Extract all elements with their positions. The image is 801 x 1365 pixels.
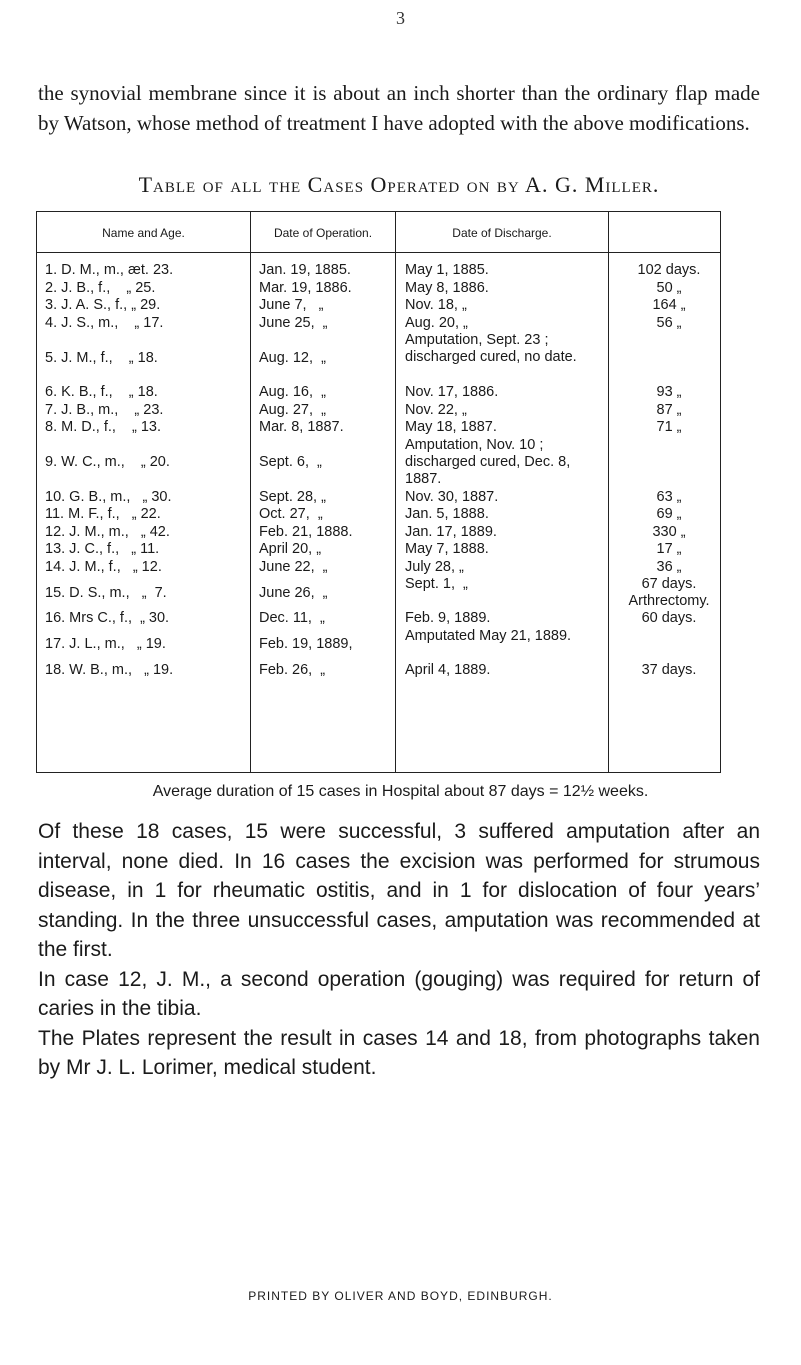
cell-date-discharge: Nov. 30, 1887. — [405, 488, 499, 505]
printer-imprint: PRINTED BY OLIVER AND BOYD, EDINBURGH. — [248, 1289, 553, 1303]
cell-name-age: 17. J. L., m., „ 19. — [45, 636, 166, 652]
cell-date-operation: Aug. 16, „ — [259, 384, 326, 400]
table-row — [37, 332, 720, 384]
average-duration: Average duration of 15 cases in Hospital about 87 days = 12½ weeks. — [152, 783, 649, 800]
cell-name-age: 16. Mrs C., f., „ 30. — [45, 610, 170, 626]
cell-date-discharge: Aug. 20, „ — [405, 314, 468, 331]
cell-name-age: 13. J. C., f., „ 11. — [45, 541, 160, 557]
cell-duration: 164 „ — [652, 297, 686, 313]
cell-date-operation: Feb. 26, „ — [259, 661, 326, 678]
cell-name-age: 9. W. C., m., „ 20. — [45, 454, 170, 470]
cell-date-operation: Mar. 8, 1887. — [259, 419, 344, 435]
table-row — [37, 559, 720, 577]
page-number: 3 — [396, 8, 405, 28]
cell-duration: 56 „ — [656, 314, 682, 331]
cell-date-operation: Feb. 19, 1889, — [259, 636, 353, 652]
cell-date-discharge: Amputation, Sept. 23 ; discharged cured, no date. — [405, 332, 577, 365]
cell-date-operation: Mar. 19, 1886. — [259, 279, 352, 296]
header-date-operation: Date of Operation. — [273, 226, 373, 240]
cell-duration: 93 „ — [656, 384, 682, 400]
cell-date-operation: April 20, „ — [259, 541, 322, 557]
paragraph-case-12: In case 12, J. M., a second operation (gouging) was required for return of caries in the tibia. — [38, 967, 760, 1020]
cell-date-discharge: April 4, 1889. — [405, 661, 491, 678]
body-text — [38, 817, 760, 1083]
cell-duration: 60 days. — [641, 610, 697, 626]
cell-date-operation: Sept. 28, „ — [259, 488, 326, 505]
cell-name-age: 15. D. S., m., „ 7. — [45, 584, 167, 601]
cell-name-age: 8. M. D., f., „ 13. — [45, 419, 162, 435]
table-row — [37, 576, 720, 610]
table-row — [37, 384, 720, 402]
cell-name-age: 2. J. B., f., „ 25. — [45, 279, 156, 296]
cell-date-operation: Feb. 21, 1888. — [259, 523, 353, 540]
cell-date-operation: June 7, „ — [259, 297, 324, 313]
table-row — [37, 297, 720, 315]
cell-date-operation: Dec. 11, „ — [259, 610, 325, 626]
cell-date-operation: Sept. 6, „ — [259, 454, 322, 470]
table-row — [37, 489, 720, 507]
cell-duration: 17 „ — [656, 541, 682, 557]
cell-date-operation: Oct. 27, „ — [259, 506, 323, 522]
cell-date-discharge: Nov. 18, „ — [405, 297, 467, 313]
cell-date-discharge: May 18, 1887. — [405, 419, 497, 435]
cell-name-age: 7. J. B., m., „ 23. — [45, 401, 164, 418]
paragraph-summary: Of these 18 cases, 15 were successful, 3 suffered amputation after an interval, none died. In 16 cases the excision was performed for strumous disease, in 1 for rheumatic ostitis, and in 1 for dislocation of four years’ standing. In the three unsuccessful cases, amputation was recommended at the first. — [38, 820, 760, 961]
cell-date-operation: Aug. 12, „ — [259, 349, 326, 366]
table-title: Table of all the Cases Operated on by A. G. Miller. — [138, 172, 660, 197]
cell-duration: 50 „ — [656, 279, 682, 296]
cell-duration: 71 „ — [656, 419, 682, 435]
cell-name-age: 4. J. S., m., „ 17. — [45, 314, 164, 331]
cell-date-discharge: May 8, 1886. — [405, 279, 489, 296]
cell-date-discharge: Sept. 1, „ — [405, 576, 468, 592]
cell-date-discharge: Feb. 9, 1889. — [405, 610, 491, 626]
table-row — [37, 315, 720, 333]
table-row — [37, 262, 720, 280]
table-row — [37, 541, 720, 559]
table-row — [37, 280, 720, 298]
table-row — [37, 437, 720, 489]
cell-date-discharge: Nov. 17, 1886. — [405, 384, 499, 400]
table-row — [37, 402, 720, 420]
cell-date-discharge: Nov. 22, „ — [405, 401, 467, 418]
table-header-row — [37, 212, 720, 253]
cell-date-operation: Jan. 19, 1885. — [259, 262, 351, 278]
header-date-discharge: Date of Discharge. — [452, 226, 552, 240]
cell-date-operation: June 26, „ — [259, 584, 328, 601]
table-row — [37, 419, 720, 437]
intro-paragraph: the synovial membrane since it is about an inch shorter than the ordinary flap made by Watson, whose method of treatment I have adopted with the above modifications. — [38, 81, 760, 135]
header-name-age: Name and Age. — [102, 226, 185, 240]
cell-name-age: 18. W. B., m., „ 19. — [45, 661, 174, 678]
cell-name-age: 10. G. B., m., „ 30. — [45, 488, 172, 505]
cell-date-discharge: May 1, 1885. — [405, 262, 489, 278]
cell-name-age: 6. K. B., f., „ 18. — [45, 384, 158, 400]
table-row — [37, 628, 720, 662]
cell-duration: 36 „ — [656, 558, 682, 575]
table-row — [37, 610, 720, 628]
cell-name-age: 3. J. A. S., f., „ 29. — [45, 297, 161, 313]
table-row — [37, 524, 720, 542]
cell-duration: 67 days. Arthrectomy. — [628, 576, 710, 609]
cell-date-discharge: May 7, 1888. — [405, 541, 489, 557]
cell-date-operation: June 22, „ — [259, 558, 328, 575]
cell-date-discharge: July 28, „ — [405, 558, 464, 575]
cell-name-age: 5. J. M., f., „ 18. — [45, 349, 158, 366]
cell-duration: 102 days. — [637, 262, 701, 278]
cell-duration: 37 days. — [641, 661, 697, 678]
cell-name-age: 11. M. F., f., „ 22. — [45, 506, 161, 522]
cell-duration: 69 „ — [656, 506, 682, 522]
table-row — [37, 506, 720, 524]
table-row — [37, 662, 720, 680]
cell-date-operation: June 25, „ — [259, 314, 328, 331]
cell-date-discharge: Amputation, Nov. 10 ; discharged cured, Dec. 8, 1887. — [405, 436, 575, 487]
cell-duration: 63 „ — [656, 488, 682, 505]
cell-date-discharge: Jan. 5, 1888. — [405, 506, 489, 522]
paragraph-plates: The Plates represent the result in cases 14 and 18, from photographs taken by Mr J. L. Lorimer, medical student. — [38, 1026, 760, 1079]
cell-date-operation: Aug. 27, „ — [259, 401, 326, 418]
cell-duration: 330 „ — [652, 523, 686, 540]
cell-name-age: 12. J. M., m., „ 42. — [45, 523, 170, 540]
cell-name-age: 1. D. M., m., æt. 23. — [45, 262, 174, 278]
cell-name-age: 14. J. M., f., „ 12. — [45, 558, 162, 575]
cell-date-discharge: Amputated May 21, 1889. — [405, 627, 572, 644]
cell-duration: 87 „ — [656, 401, 682, 418]
cell-date-discharge: Jan. 17, 1889. — [405, 523, 497, 540]
cases-table — [36, 211, 721, 773]
